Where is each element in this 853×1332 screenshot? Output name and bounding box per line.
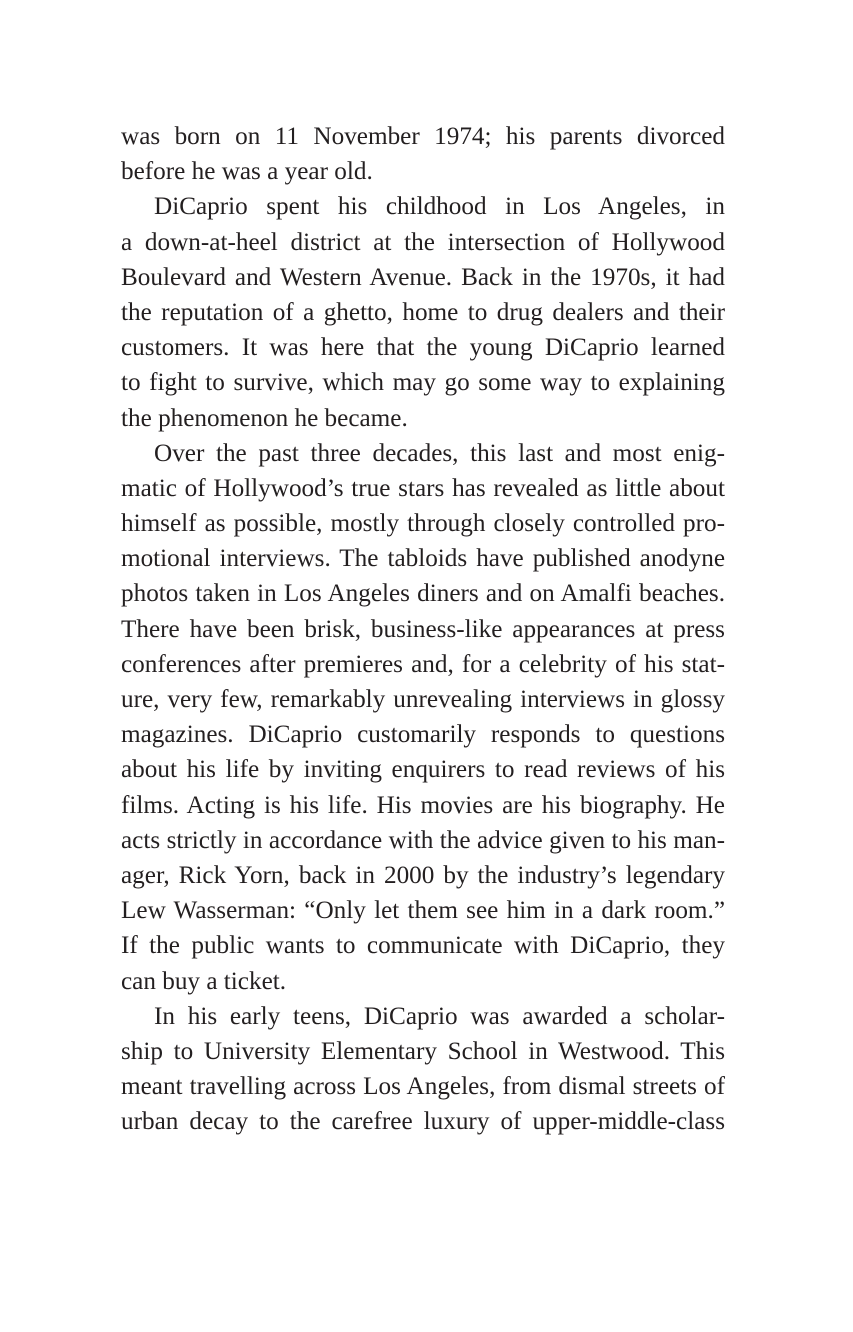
text-line: DiCaprio spent his childhood in Los Angeles, in [154,193,725,221]
text-line: ure, very few, remarkably unrevealing interviews in glossy [121,686,725,713]
text-line: motional interviews. The tabloids have published anodyne [121,545,725,573]
text-line: the reputation of a ghetto, home to drug dealers and their [121,298,725,326]
text-line: In his early teens, DiCaprio was awarded a scholar- [154,1002,725,1030]
text-line: Over the past three decades, this last and most enig- [154,439,725,467]
text-line: himself as possible, mostly through closely controlled pro- [121,510,725,538]
text-line: There have been brisk, business-like appearances at press [121,615,725,643]
text-line: matic of Hollywood’s true stars has revealed as little about [121,474,725,502]
text-line: the phenomenon he became. [121,404,408,432]
text-line: Boulevard and Western Avenue. Back in the 1970s, it had [121,263,725,291]
text-line: Lew Wasserman: “Only let them see him in a dark room.” [121,897,725,925]
text-line: photos taken in Los Angeles diners and on Amalfi beaches. [121,580,725,608]
text-line: urban decay to the carefree luxury of upper-middle-class [121,1108,725,1136]
text-line: to fight to survive, which may go some way to explaining [121,369,725,397]
text-line: films. Acting is his life. His movies are his biography. He [121,791,725,819]
text-line: conferences after premieres and, for a celebrity of his stat- [121,650,725,678]
text-line: can buy a ticket. [121,967,287,995]
text-line: meant travelling across Los Angeles, from dismal streets of [121,1073,725,1101]
text-line: magazines. DiCaprio customarily responds to questions [121,721,725,749]
body-text [121,119,725,1139]
text-line: ager, Rick Yorn, back in 2000 by the industry’s legendary [121,861,725,889]
text-line: ship to University Elementary School in Westwood. This [121,1037,725,1065]
text-line: before he was a year old. [121,158,373,186]
text-line: about his life by inviting enquirers to read reviews of his [121,756,725,784]
text-line: If the public wants to communicate with DiCaprio, they [121,932,725,960]
text-line: was born on 11 November 1974; his parents divorced [121,123,725,150]
text-line: customers. It was here that the young DiCaprio learned [121,334,725,362]
text-line: a down-at-heel district at the intersection of Hollywood [121,228,725,256]
text-line: acts strictly in accordance with the advice given to his man- [121,826,725,854]
